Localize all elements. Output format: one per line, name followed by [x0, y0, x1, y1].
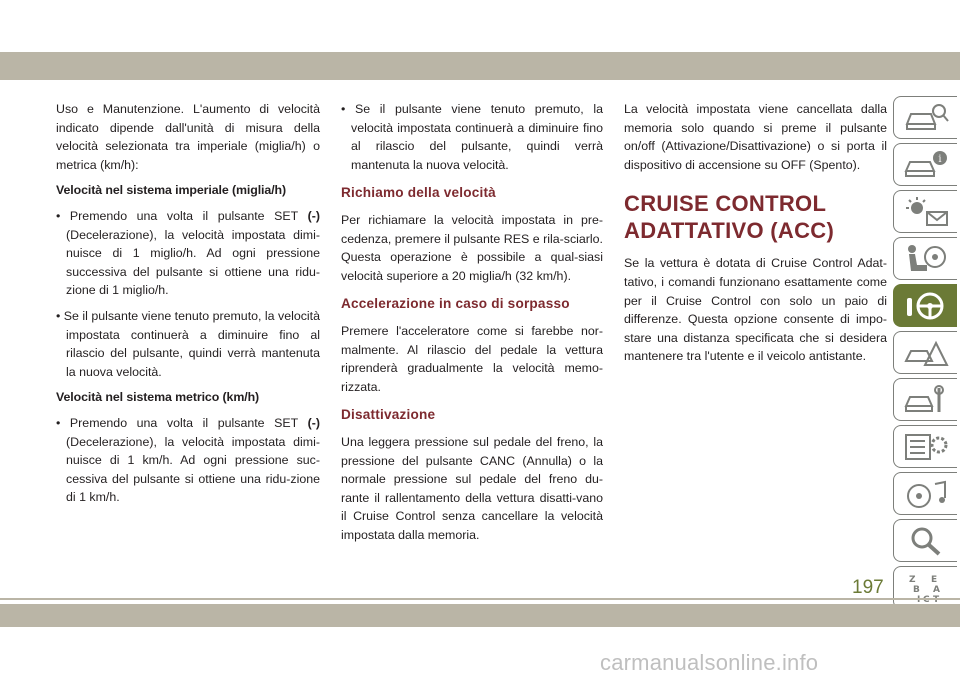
car-search-icon [903, 102, 949, 134]
memory-text: La velocità impostata viene cancellata dalla memoria solo quando si preme il pulsante on/off (Attivazione/Disattivazione) o si porta il dispositivo di accensione su OFF (Spento). [624, 102, 887, 172]
header-band [0, 52, 960, 80]
deactivation-text: Una leggera pressione sul pedale del freno, la pressione del pulsante CANC (Annulla) o la normale pressione sul pedale del freno du-rante il rallentamento della vettura disatti-vano il Cruise Control senza cancellare la velocità impostata dalla memoria. [341, 434, 603, 542]
heading-deactivation: Disattivazione [341, 407, 436, 423]
metric-heading: Velocità nel sistema metrico (km/h) [56, 390, 260, 405]
tab-steering-wheel[interactable] [893, 284, 957, 327]
tab-emergency[interactable] [893, 331, 957, 374]
tab-seat-airbag[interactable] [893, 237, 957, 280]
column-2 [341, 100, 603, 551]
footer-band [0, 604, 960, 627]
tab-index[interactable] [893, 566, 957, 609]
imperial-bullet-2: • Se il pulsante viene tenuto premuto, la velocità impostata continuerà a diminuire fino al rilascio del pulsante, quindi verrà mantenuta la nuova velocità. [56, 308, 321, 379]
watermark: carmanualsonline.info [600, 650, 819, 675]
search-icon [903, 525, 949, 557]
section-title: CRUISE CONTROL ADATTATIVO (ACC) [624, 191, 835, 244]
heading-recall: Richiamo della velocità [341, 185, 496, 201]
imperial-heading: Velocità nel sistema imperiale (miglia/h) [56, 183, 287, 198]
metric-bullet-1: • Premendo una volta il pulsante SET (-) (Decelerazione), la velocità impostata dimi-nuisce di 1 km/h. Ad ogni pressione suc-cessiva del pulsante si ottiene una ridu-zione di 1 km/h. [56, 415, 320, 505]
seat-airbag-icon [903, 243, 949, 275]
tab-warning-lights[interactable] [893, 190, 957, 233]
page-number: 197 [852, 577, 884, 598]
svg-text:Z: Z [908, 574, 916, 585]
column-3 [624, 100, 887, 373]
intro-text: Uso e Manutenzione. L'aumento di velocità indicato dipende dall'unità di misura della velocità selezionata tra imperiale (miglia/h) o metrica (km/h): [56, 102, 320, 172]
tab-multimedia[interactable] [893, 472, 957, 515]
svg-text:E: E [930, 574, 937, 585]
overtake-text: Premere l'acceleratore come si farebbe nor-malmente. Al rilascio del pedale la vettura riprenderà gradualmente la velocità memo-rizzata. [341, 323, 603, 394]
hold-button-bullet: • Se il pulsante viene tenuto premuto, la velocità impostata continuerà a diminuire fino al rilascio del pulsante, quindi verrà mantenuta la nuova velocità. [341, 102, 603, 172]
tab-car-info[interactable] [893, 143, 957, 186]
recall-text: Per richiamare la velocità impostata in pre-cedenza, premere il pulsante RES e rila-sciarlo. Questa operazione è possibile a qual-siasi velocità superiore a 20 miglia/h (32 km/h). [341, 212, 603, 283]
steering-wheel-icon [903, 290, 949, 322]
car-info-icon [903, 149, 949, 181]
heading-overtake: Accelerazione in caso di sorpasso [341, 296, 570, 312]
chapter-tabs [893, 96, 960, 613]
tab-car-service[interactable] [893, 378, 957, 421]
svg-text:A: A [932, 584, 940, 595]
specifications-icon [903, 431, 949, 463]
tab-search[interactable] [893, 519, 957, 562]
multimedia-icon [903, 478, 949, 510]
emergency-icon [903, 337, 949, 369]
tab-car-search[interactable] [893, 96, 957, 139]
imperial-bullet-1: • Premendo una volta il pulsante SET (-) (Decelerazione), la velocità impostata dimi-nuisce di 1 miglio/h. Ad ogni pressione successiva del pulsante si ottiene una ridu-zione di 1 miglio/h. [56, 208, 320, 298]
car-service-icon [903, 384, 949, 416]
svg-text:B: B [912, 584, 920, 595]
column-1 [56, 100, 320, 514]
tab-specifications[interactable] [893, 425, 957, 468]
warning-lights-icon [903, 196, 949, 228]
footer-rule [0, 598, 960, 600]
acc-text: Se la vettura è dotata di Cruise Control Adat-tativo, i comandi funzionano esattamente come per il Cruise Control con solo un paio di differenze. Questa opzione consente di impo-stare una distanza specificata che si desidera mantenere tra l'utente e il veicolo antistante. [624, 256, 887, 364]
svg-text:i: i [937, 153, 942, 165]
